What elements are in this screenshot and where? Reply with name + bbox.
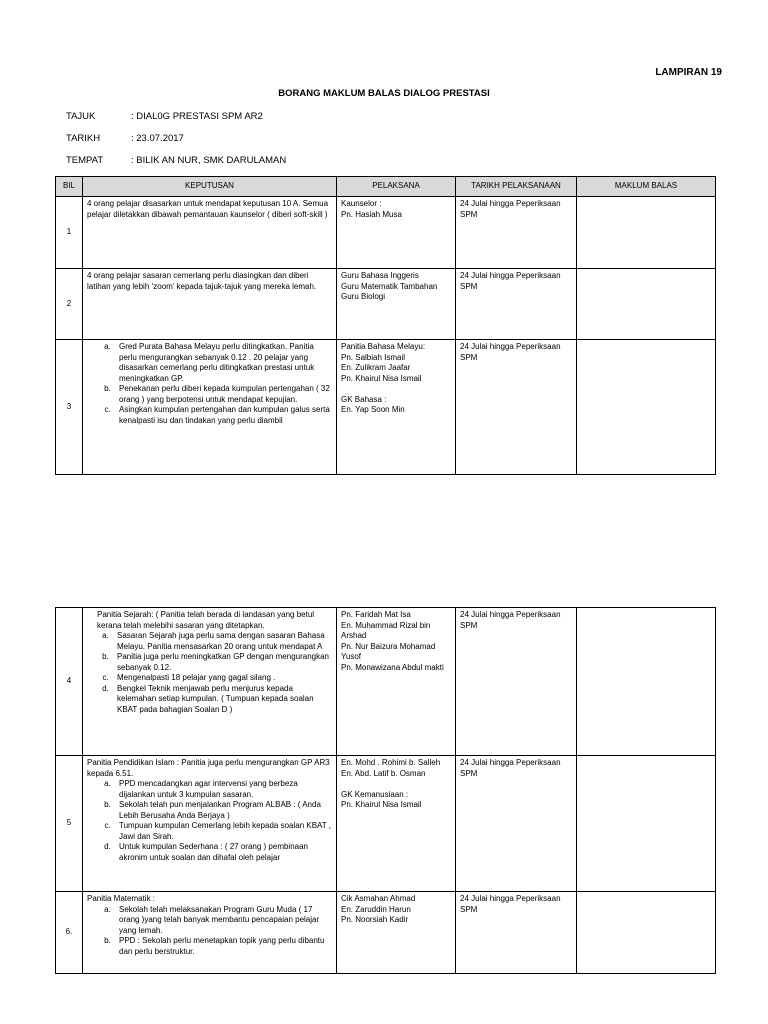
pelaksana-line: Kaunselor : bbox=[341, 199, 382, 208]
list-item: a. Sasaran Sejarah juga perlu sama dengan sasaran Bahasa Melayu. Panitia mensasarkan 20 orang untuk mendapat A bbox=[111, 631, 332, 652]
row-maklum-balas bbox=[577, 340, 716, 475]
row-maklum-balas bbox=[577, 756, 716, 892]
list-item: c. Mengenalpasti 18 pelajar yang gagal silang . bbox=[111, 673, 332, 684]
row-maklum-balas bbox=[577, 197, 716, 269]
keputusan-intro: Panitia Pendidikan Islam : Panitia juga perlu mengurangkan GP AR3 kepada 6.51. bbox=[87, 758, 330, 778]
list-item: b. Panitia juga perlu meningkatkan GP dengan mengurangkan sebanyak 0.12. bbox=[111, 652, 332, 673]
row-bil: 4 bbox=[56, 608, 83, 756]
pelaksana-line: GK Bahasa : bbox=[341, 394, 387, 404]
row-bil: 5 bbox=[56, 756, 83, 892]
list-item: b. PPD : Sekolah perlu menetapkan topik yang perlu dibantu dan perlu berstruktur. bbox=[113, 936, 332, 957]
pelaksana-line: Pn. Hasiah Musa bbox=[341, 209, 402, 219]
pelaksana-line: En. Muhammad Rizal bin Arshad bbox=[341, 620, 431, 640]
row-pelaksana bbox=[337, 892, 456, 974]
row-pelaksana bbox=[337, 340, 456, 475]
col-header-tarikh: TARIKH PELAKSANAAN bbox=[456, 177, 577, 197]
row-tarikh: 24 Julai hingga Peperiksaan SPM bbox=[456, 608, 577, 756]
feedback-table-1 bbox=[55, 176, 716, 475]
pelaksana-line: Panitia Bahasa Melayu: bbox=[341, 342, 426, 351]
pelaksana-line: En. Mohd . Rohimi b. Salleh bbox=[341, 758, 441, 767]
meta-tajuk-value: : DIAL0G PRESTASI SPM AR2 bbox=[131, 111, 263, 122]
row-keputusan bbox=[83, 269, 337, 340]
pelaksana-line bbox=[341, 384, 451, 395]
row-keputusan bbox=[83, 892, 337, 974]
pelaksana-line: Pn. Noorsiah Kadir bbox=[341, 915, 409, 924]
pelaksana-line: En. Abd. Latif b. Osman bbox=[341, 768, 426, 778]
lampiran-label: LAMPIRAN 19 bbox=[655, 67, 722, 78]
table-row bbox=[56, 269, 716, 340]
meta-tajuk-label: TAJUK bbox=[66, 111, 96, 122]
row-maklum-balas bbox=[577, 269, 716, 340]
form-title: BORANG MAKLUM BALAS DIALOG PRESTASI bbox=[278, 88, 490, 99]
pelaksana-line bbox=[341, 779, 451, 790]
feedback-table-2 bbox=[55, 607, 716, 974]
meta-tempat bbox=[66, 155, 286, 166]
table-header-row bbox=[56, 177, 716, 197]
meta-tajuk bbox=[66, 111, 263, 122]
row-bil: 1 bbox=[56, 197, 83, 269]
row-keputusan bbox=[83, 197, 337, 269]
row-maklum-balas bbox=[577, 892, 716, 974]
meta-tarikh-value: : 23.07.2017 bbox=[131, 133, 184, 144]
col-header-pelaksana: PELAKSANA bbox=[337, 177, 456, 197]
pelaksana-line: Pn. Salbiah Ismail bbox=[341, 352, 406, 362]
row-pelaksana bbox=[337, 756, 456, 892]
row-pelaksana bbox=[337, 608, 456, 756]
row-tarikh: 24 Julai hingga Peperiksaan SPM bbox=[456, 197, 577, 269]
list-item: a. PPD mencadangkan agar intervensi yang berbeza dijalankan untuk 3 kumpulan sasaran. bbox=[113, 779, 332, 800]
pelaksana-line: En. Yap Soon Min bbox=[341, 405, 405, 414]
pelaksana-line: Pn. Khairul Nisa Ismail bbox=[341, 373, 422, 383]
pelaksana-line: Pn. Khairul Nisa Ismail bbox=[341, 800, 422, 809]
row-bil: 3 bbox=[56, 340, 83, 475]
col-header-keputusan: KEPUTUSAN bbox=[83, 177, 337, 197]
row-keputusan bbox=[83, 608, 337, 756]
row-pelaksana bbox=[337, 269, 456, 340]
pelaksana-line: Guru Matematik Tambahan bbox=[341, 281, 438, 291]
row-tarikh: 24 Julai hingga Peperiksaan SPM bbox=[456, 892, 577, 974]
list-item: d. Bengkel Teknik menjawab perlu menjurus kepada kelemahan setiap kumpulan. ( Tumpuan kepada soalan KBAT pada bahagian Soalan D ) bbox=[111, 684, 332, 716]
list-item: c. Asingkan kumpulan pertengahan dan kumpulan galus serta kenalpasti isu dan tindakan yang perlu diambil bbox=[113, 405, 332, 426]
list-item: a. Gred Purata Bahasa Melayu perlu ditingkatkan. Panitia perlu mengurangkan sebanyak 0.12 . 20 pelajar yang disasarkan cemerlang perlu ditingkatkan prestasi untuk meningkatkan GP. bbox=[113, 342, 332, 384]
pelaksana-line: Pn. Monawizana Abdul makti bbox=[341, 662, 444, 672]
meta-tarikh bbox=[66, 133, 184, 144]
keputusan-list bbox=[87, 905, 332, 958]
pelaksana-line: En. Zaruddin Harun bbox=[341, 904, 411, 914]
keputusan-list bbox=[87, 342, 332, 426]
pelaksana-line: Cik Asmahan Ahmad bbox=[341, 894, 416, 903]
row-keputusan bbox=[83, 756, 337, 892]
list-item: a. Sekolah telah melaksanakan Program Guru Muda ( 17 orang )yang telah banyak membantu pencapaian pelajar yang lemah. bbox=[113, 905, 332, 937]
list-item: c. Tumpuan kumpulan Cemerlang lebih kepada soalan KBAT , Jawi dan Sirah. bbox=[113, 821, 332, 842]
keputusan-intro: Panitia Sejarah: ( Panitia telah berada di landasan yang betul kerana telah melebihi sasaran yang ditetapkan. bbox=[97, 610, 315, 630]
table-row bbox=[56, 608, 716, 756]
keputusan-intro: Panitia Matematik : bbox=[87, 894, 156, 903]
list-item: b. Penekanan perlu diberi kepada kumpulan pertengahan ( 32 orang ) yang berpotensi untuk mendapat kepujian. bbox=[113, 384, 332, 405]
row-keputusan bbox=[83, 340, 337, 475]
list-item: d. Untuk kumpulan Sederhana : ( 27 orang ) pembinaan akronim untuk soalan dan dihafal oleh pelajar bbox=[113, 842, 332, 863]
pelaksana-line: Pn. Nur Baizura Mohamad Yusof bbox=[341, 641, 436, 661]
keputusan-text: 4 orang pelajar sasaran cemerlang perlu diasingkan dan diberi latihan yang lebih ‘zoom’ kepada tajuk-tajuk yang mereka lemah. bbox=[87, 271, 317, 291]
row-bil: 6. bbox=[56, 892, 83, 974]
pelaksana-line: Guru Biologi bbox=[341, 292, 386, 301]
table-row bbox=[56, 756, 716, 892]
pelaksana-line: Pn. Faridah Mat Isa bbox=[341, 610, 411, 619]
row-maklum-balas bbox=[577, 608, 716, 756]
keputusan-list bbox=[97, 631, 332, 715]
pelaksana-line: En. Zulikram Jaafar bbox=[341, 363, 411, 372]
row-bil: 2 bbox=[56, 269, 83, 340]
table-row bbox=[56, 197, 716, 269]
col-header-bil: BIL bbox=[56, 177, 83, 197]
row-tarikh: 24 Julai hingga Peperiksaan SPM bbox=[456, 269, 577, 340]
pelaksana-line: Guru Bahasa Inggeris bbox=[341, 271, 419, 280]
meta-tempat-value: : BILIK AN NUR, SMK DARULAMAN bbox=[131, 155, 287, 166]
pelaksana-line: GK Kemanusiaan : bbox=[341, 789, 409, 799]
row-tarikh: 24 Julai hingga Peperiksaan SPM bbox=[456, 340, 577, 475]
meta-tempat-label: TEMPAT bbox=[66, 155, 104, 166]
table-row bbox=[56, 892, 716, 974]
meta-tarikh-label: TARIKH bbox=[66, 133, 101, 144]
keputusan-list bbox=[87, 779, 332, 863]
table-row bbox=[56, 340, 716, 475]
list-item: b. Sekolah telah pun menjalankan Program ALBAB : ( Anda Lebih Berusaha Anda Berjaya ) bbox=[113, 800, 332, 821]
row-tarikh: 24 Julai hingga Peperiksaan SPM bbox=[456, 756, 577, 892]
col-header-maklum-balas: MAKLUM BALAS bbox=[577, 177, 716, 197]
keputusan-text: 4 orang pelajar disasarkan untuk mendapat keputusan 10 A. Semua pelajar diletakkan dibawah pemantauan kaunselor ( diberi soft-skill ) bbox=[87, 199, 329, 219]
row-pelaksana bbox=[337, 197, 456, 269]
